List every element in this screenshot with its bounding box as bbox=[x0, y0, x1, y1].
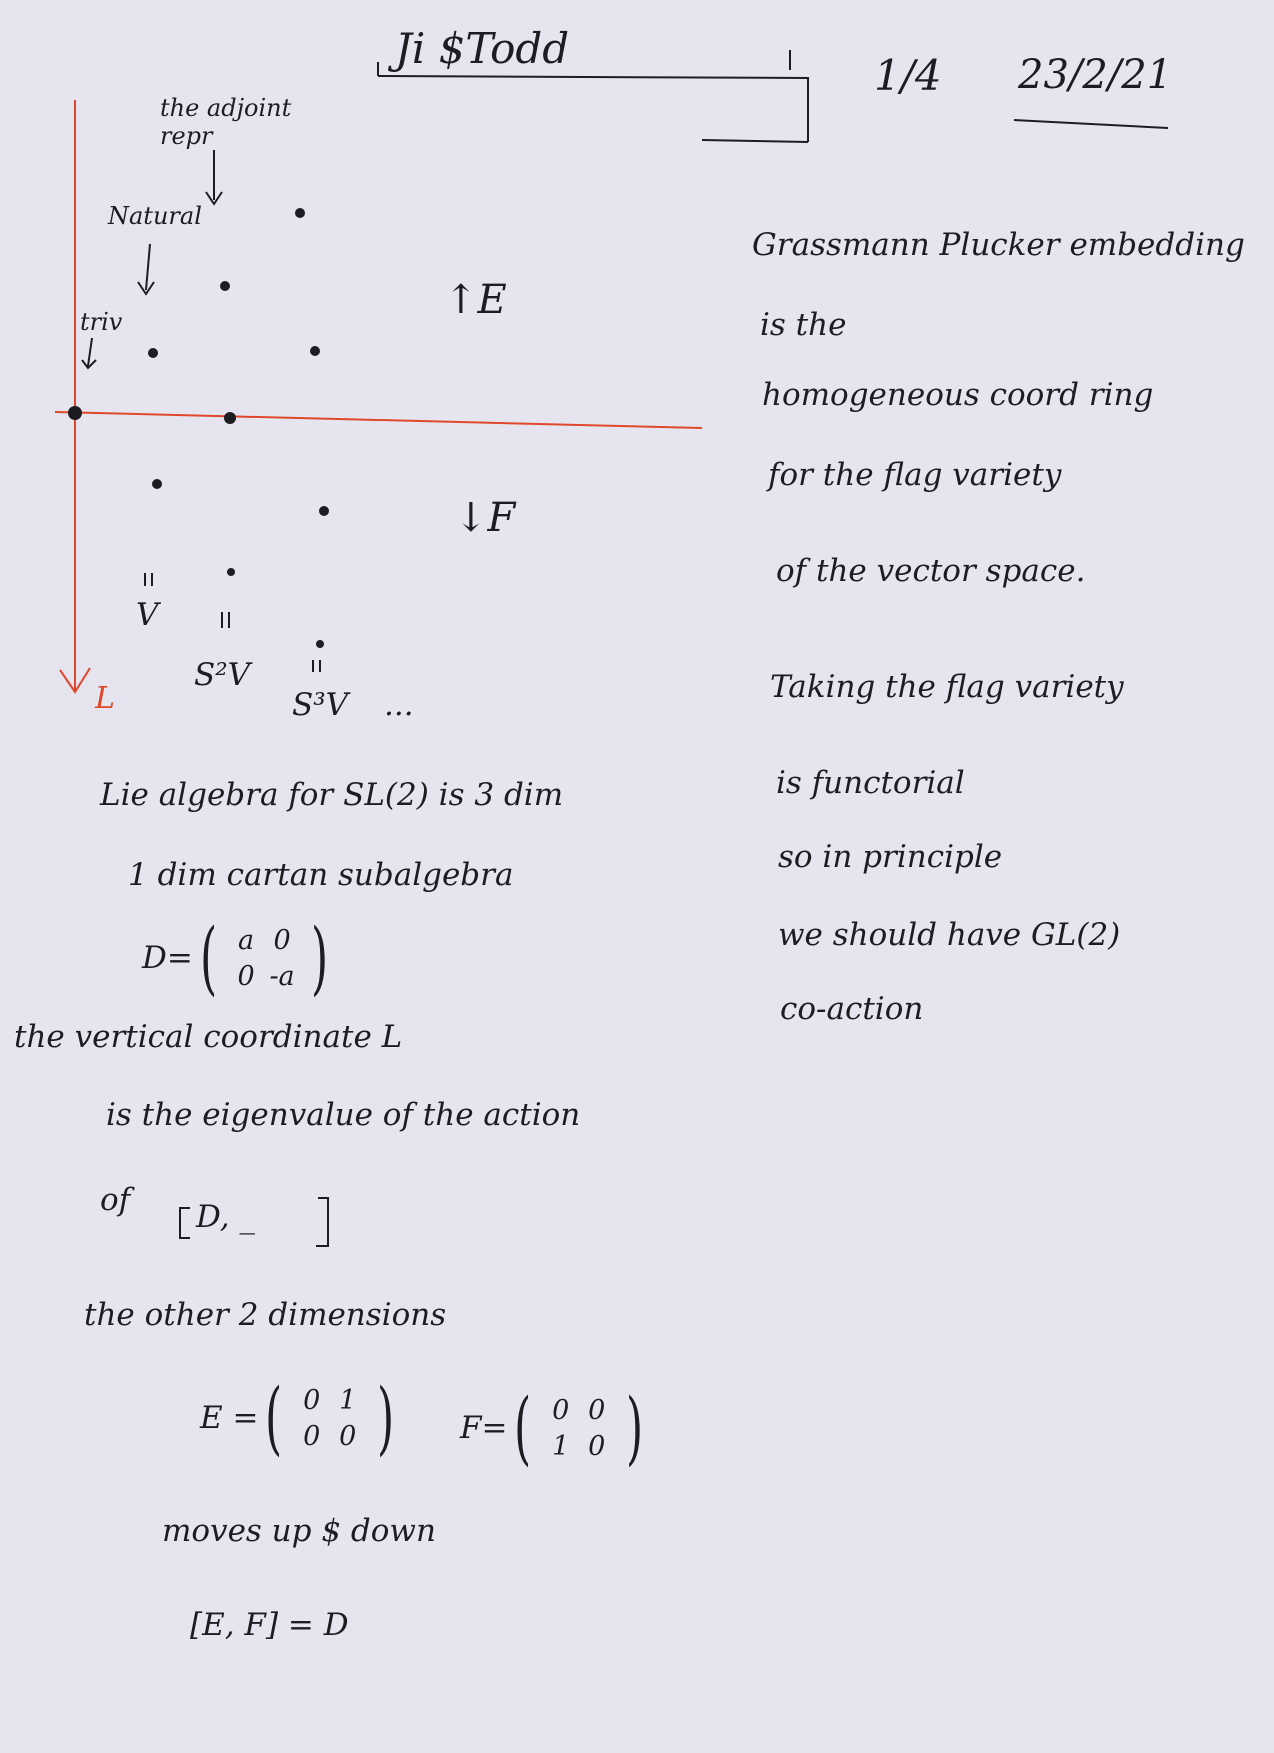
natural-arrow-icon bbox=[138, 244, 154, 294]
triv-arrow-icon bbox=[82, 338, 96, 368]
note-of-prefix: of bbox=[100, 1182, 131, 1218]
note-functorial: is functorial bbox=[776, 765, 965, 801]
weight-point bbox=[227, 568, 235, 576]
v-equals-mark bbox=[145, 573, 152, 586]
note-vertical-coordinate: the vertical coordinate L bbox=[14, 1019, 403, 1055]
rep-sym2-label: S²V bbox=[194, 657, 251, 693]
matrix-e-label: E = bbox=[200, 1400, 259, 1436]
weight-point bbox=[310, 346, 320, 356]
note-is-the: is the bbox=[760, 307, 847, 343]
triv-label: triv bbox=[80, 308, 123, 336]
rep-ellipsis: ... bbox=[384, 687, 414, 723]
page-title: Ji $Todd bbox=[395, 24, 570, 73]
note-ef-commutator: [E, F] = D bbox=[190, 1607, 349, 1643]
matrix-cell: 0 bbox=[552, 1394, 570, 1426]
matrix-cell: a bbox=[238, 924, 255, 956]
raise-operator-label: ↑E bbox=[444, 277, 507, 323]
sym3-equals-mark bbox=[313, 660, 320, 672]
weight-point bbox=[148, 348, 158, 358]
lower-operator-label: ↓F bbox=[454, 495, 516, 541]
adjoint-label: the adjoint repr bbox=[160, 94, 292, 150]
weight-points bbox=[68, 208, 329, 648]
note-commutator: D, _ bbox=[196, 1199, 255, 1235]
matrix-cell: 1 bbox=[552, 1430, 570, 1462]
matrix-cell: -a bbox=[269, 960, 295, 992]
axis-label: L bbox=[95, 681, 115, 716]
date-underline bbox=[1014, 120, 1168, 128]
weight-point bbox=[224, 412, 236, 424]
matrix-d: D= ( a 0 0 -a ) bbox=[142, 911, 329, 1004]
matrix-f: F= ( 0 0 1 0 ) bbox=[460, 1381, 643, 1474]
matrix-f-label: F= bbox=[460, 1410, 508, 1446]
weight-point bbox=[220, 281, 230, 291]
matrix-cell: 1 bbox=[339, 1384, 357, 1416]
note-moves-up-down: moves up $ down bbox=[162, 1513, 436, 1549]
horizontal-axis bbox=[55, 412, 702, 428]
note-eigenvalue: is the eigenvalue of the action bbox=[106, 1097, 581, 1133]
weight-point bbox=[152, 479, 162, 489]
matrix-d-label: D= bbox=[142, 940, 193, 976]
rep-v-label: V bbox=[136, 597, 159, 633]
weight-point bbox=[316, 640, 324, 648]
matrix-cell: 0 bbox=[303, 1420, 321, 1452]
rep-sym3-label: S³V bbox=[292, 687, 349, 723]
note-in-principle: so in principle bbox=[778, 839, 1003, 875]
adjoint-arrow-icon bbox=[206, 150, 222, 204]
weight-point bbox=[319, 506, 329, 516]
note-lie-algebra: Lie algebra for SL(2) is 3 dim bbox=[100, 777, 564, 813]
note-grassmann: Grassmann Plucker embedding bbox=[752, 227, 1245, 263]
matrix-cell: 0 bbox=[588, 1430, 606, 1462]
matrix-cell: 0 bbox=[303, 1384, 321, 1416]
weight-point bbox=[295, 208, 305, 218]
page-date: 23/2/21 bbox=[1018, 52, 1173, 98]
sym2-equals-mark bbox=[222, 612, 229, 628]
note-homogeneous: homogeneous coord ring bbox=[762, 377, 1154, 413]
note-gl2: we should have GL(2) bbox=[778, 917, 1121, 953]
title-frame-lines bbox=[378, 50, 808, 142]
page-number: 1/4 bbox=[874, 51, 942, 100]
note-coaction: co-action bbox=[780, 991, 924, 1027]
matrix-cell: 0 bbox=[273, 924, 291, 956]
matrix-cell: 0 bbox=[237, 960, 255, 992]
note-vector-space: of the vector space. bbox=[776, 553, 1086, 589]
matrix-e: E = ( 0 1 0 0 ) bbox=[200, 1371, 394, 1464]
matrix-cell: 0 bbox=[339, 1420, 357, 1452]
note-flag-variety: for the flag variety bbox=[768, 457, 1062, 493]
note-taking-flag: Taking the flag variety bbox=[770, 669, 1124, 705]
note-other-dimensions: the other 2 dimensions bbox=[84, 1297, 447, 1333]
matrix-cell: 0 bbox=[588, 1394, 606, 1426]
natural-label: Natural bbox=[108, 202, 202, 230]
note-cartan: 1 dim cartan subalgebra bbox=[128, 857, 514, 893]
weight-point-origin bbox=[68, 406, 82, 420]
